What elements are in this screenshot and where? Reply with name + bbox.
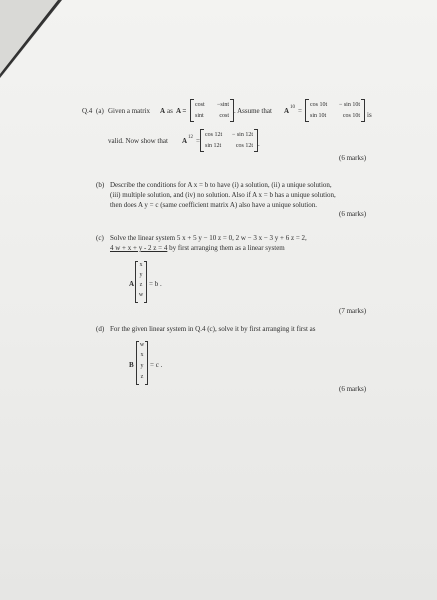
matrix-A10-cell: cos 10t bbox=[310, 102, 328, 108]
part-d-tag: (d) bbox=[96, 325, 105, 333]
part-b-marks: (6 marks) bbox=[339, 210, 367, 218]
part-c-line-2-rest: by first arranging them as a linear system bbox=[167, 244, 285, 252]
matrix-A10-row-2 bbox=[310, 112, 360, 120]
equals-sign: = bbox=[298, 107, 302, 115]
matrix-A10 bbox=[305, 99, 365, 122]
matrix-A-cell: −sint bbox=[216, 102, 229, 108]
power-A12-lhs: A bbox=[182, 137, 188, 145]
part-c-tag: (c) bbox=[96, 234, 104, 242]
part-d-rhs: = c . bbox=[150, 361, 163, 369]
power-A-lhs: A bbox=[284, 107, 290, 115]
vector-entry: x bbox=[140, 352, 144, 358]
vector-entry: y bbox=[139, 272, 143, 278]
vector-entry: z bbox=[139, 282, 143, 288]
part-c-equation-underlined: 4 w + x + y - 2 z = 4 bbox=[110, 244, 168, 252]
matrix-A10-cell: − sin 10t bbox=[338, 102, 360, 108]
matrix-A-row-1 bbox=[195, 101, 229, 109]
part-a-tag: (a) bbox=[96, 107, 104, 115]
matrix-A10-cell: cos 10t bbox=[342, 113, 360, 119]
matrix-A-lhs: A = bbox=[176, 107, 187, 115]
matrix-A bbox=[190, 99, 234, 122]
part-a-show: valid. Now show that bbox=[108, 137, 168, 145]
matrix-A12 bbox=[200, 129, 258, 152]
matrix-A12-cell: cos 12t bbox=[235, 143, 253, 149]
part-a-period: . bbox=[258, 140, 260, 148]
part-c-rhs: = b . bbox=[149, 280, 162, 288]
part-a-assume: . Assume that bbox=[234, 107, 272, 115]
part-b-line-2: (iii) multiple solution, and (iv) no solution. Also if A x = b has a unique solution, bbox=[110, 191, 336, 199]
matrix-A12-row-2 bbox=[205, 142, 253, 150]
power-10-exponent: 10 bbox=[290, 105, 295, 110]
part-d-matrix-B: B bbox=[129, 361, 134, 369]
part-a-as: as bbox=[167, 107, 173, 115]
part-d-line-1: For the given linear system in Q.4 (c), solve it by first arranging it first as bbox=[110, 325, 316, 333]
vector-entry: w bbox=[139, 342, 145, 348]
part-c-matrix-A: A bbox=[129, 280, 135, 288]
part-b-line-3: then does A y = c (same coefficient matrix A) also have a unique solution. bbox=[110, 201, 317, 209]
matrix-A10-row-1 bbox=[310, 101, 360, 109]
part-c-marks: (7 marks) bbox=[339, 307, 367, 315]
matrix-A-cell: cost bbox=[195, 102, 205, 108]
equals-sign: = bbox=[196, 137, 200, 145]
part-b-line-1: Describe the conditions for A x = b to have (i) a solution, (ii) a unique solution, bbox=[110, 181, 332, 189]
matrix-A12-cell: sin 12t bbox=[205, 143, 222, 149]
part-c-vector bbox=[135, 261, 147, 303]
matrix-A12-row-1 bbox=[205, 131, 253, 139]
part-d-vector bbox=[136, 341, 148, 385]
matrix-A-cell: cost bbox=[219, 113, 229, 119]
matrix-A12-cell: cos 12t bbox=[205, 132, 223, 138]
vector-entry: w bbox=[138, 292, 144, 298]
page-folded-corner bbox=[0, 0, 58, 74]
symbol-A: A bbox=[160, 107, 166, 115]
power-12-exponent: 12 bbox=[188, 135, 193, 140]
part-a-marks: (6 marks) bbox=[339, 154, 367, 162]
matrix-A10-cell: sin 10t bbox=[310, 113, 327, 119]
part-a-intro: Given a matrix bbox=[108, 107, 150, 115]
part-a-is: is bbox=[367, 111, 372, 119]
part-d-marks: (6 marks) bbox=[339, 385, 367, 393]
part-c-line-1: Solve the linear system 5 x + 5 y − 10 z = 0, 2 w − 3 x − 3 y + 6 z = 2, bbox=[110, 234, 307, 242]
matrix-A-row-2 bbox=[195, 112, 229, 120]
matrix-A-cell: sint bbox=[195, 113, 204, 119]
vector-entry: z bbox=[140, 374, 144, 380]
vector-entry: x bbox=[139, 262, 143, 268]
part-b-tag: (b) bbox=[96, 181, 105, 189]
vector-entry: y bbox=[140, 363, 144, 369]
question-number: Q.4 bbox=[82, 107, 93, 115]
part-c-line-2 bbox=[110, 244, 285, 253]
matrix-A12-cell: − sin 12t bbox=[231, 132, 253, 138]
